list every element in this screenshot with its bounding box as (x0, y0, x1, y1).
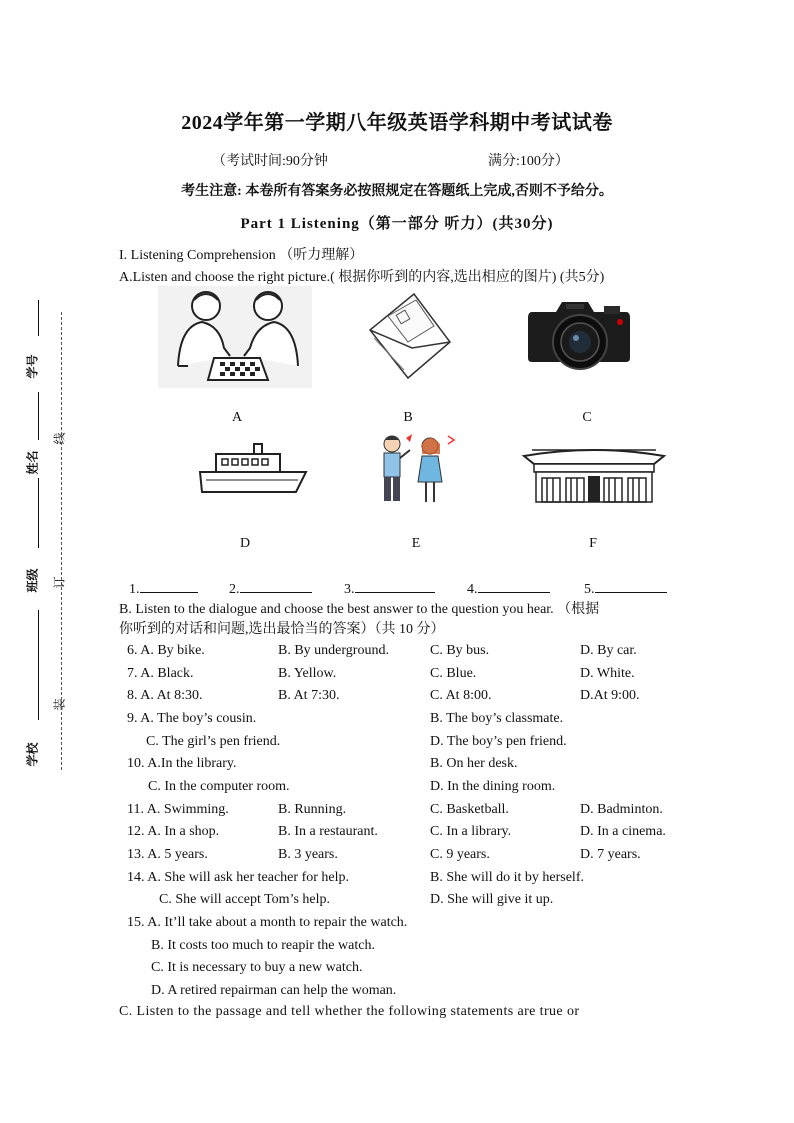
q11-option-a[interactable]: 11. A. Swimming. (127, 802, 229, 817)
q6-option-a[interactable]: 6. A. By bike. (127, 643, 205, 658)
chinese-gate-picture (522, 440, 666, 504)
q9-option-d[interactable]: D. The boy’s pen friend. (430, 734, 567, 749)
q11-option-b[interactable]: B. Running. (278, 802, 347, 817)
q10-option-c[interactable]: C. In the computer room. (148, 779, 290, 794)
envelope-picture (364, 290, 454, 382)
picture-label-b: B (403, 410, 413, 425)
answer-blank-1[interactable]: 1. (129, 578, 198, 598)
section-a-instruction: A.Listen and choose the right picture.( 根据你听到的内容,选出相应的图片) (共5分) (119, 270, 605, 285)
school-label: 学校 (25, 742, 40, 767)
section-b-instruction-line1: B. Listen to the dialogue and choose the best answer to the question you hear. （根据 (119, 602, 600, 617)
picture-label-c: C (582, 410, 592, 425)
q12-option-a[interactable]: 12. A. In a shop. (127, 824, 220, 839)
q9-option-b[interactable]: B. The boy’s classmate. (430, 711, 564, 726)
q10-option-a[interactable]: 10. A.In the library. (127, 756, 237, 771)
q8-option-c[interactable]: C. At 8:00. (430, 688, 492, 703)
q14-option-d[interactable]: D. She will give it up. (430, 892, 554, 907)
q14-option-a[interactable]: 14. A. She will ask her teacher for help. (127, 870, 349, 885)
full-score: 满分:100分） (488, 154, 569, 169)
class-label: 班级 (25, 568, 40, 593)
section-i-heading: I. Listening Comprehension （听力理解） (119, 248, 364, 263)
q13-option-a[interactable]: 13. A. 5 years. (127, 847, 208, 862)
student-number-label: 学号 (25, 354, 40, 379)
q7-option-c[interactable]: C. Blue. (430, 666, 477, 681)
q8-option-a[interactable]: 8. A. At 8:30. (127, 688, 203, 703)
answer-blank-2[interactable]: 2. (229, 578, 312, 598)
answer-blank-5[interactable]: 5. (584, 578, 667, 598)
q11-option-c[interactable]: C. Basketball. (430, 802, 509, 817)
picture-label-d: D (239, 536, 251, 551)
q6-option-b[interactable]: B. By underground. (278, 643, 389, 658)
answer-blank-4[interactable]: 4. (467, 578, 550, 598)
picture-label-e: E (411, 536, 421, 551)
order-char: 订 (52, 576, 67, 589)
q15-option-c[interactable]: C. It is necessary to buy a new watch. (151, 960, 363, 975)
q11-option-d[interactable]: D. Badminton. (580, 802, 663, 817)
q14-option-b[interactable]: B. She will do it by herself. (430, 870, 584, 885)
q10-option-d[interactable]: D. In the dining room. (430, 779, 556, 794)
q10-option-b[interactable]: B. On her desk. (430, 756, 518, 771)
q13-option-d[interactable]: D. 7 years. (580, 847, 641, 862)
q13-option-c[interactable]: C. 9 years. (430, 847, 490, 862)
answer-blank-3[interactable]: 3. (344, 578, 435, 598)
q7-option-d[interactable]: D. White. (580, 666, 635, 681)
exam-title: 2024学年第一学期八年级英语学科期中考试试卷 (181, 112, 613, 134)
q7-option-b[interactable]: B. Yellow. (278, 666, 337, 681)
picture-label-a: A (231, 410, 243, 425)
q12-option-d[interactable]: D. In a cinema. (580, 824, 666, 839)
q8-option-b[interactable]: B. At 7:30. (278, 688, 340, 703)
q9-option-a[interactable]: 9. A. The boy’s cousin. (127, 711, 257, 726)
line-char: 线 (52, 432, 67, 445)
q15-option-a[interactable]: 15. A. It’ll take about a month to repair the watch. (127, 915, 408, 930)
bind-char: 装 (52, 698, 67, 711)
q6-option-d[interactable]: D. By car. (580, 643, 637, 658)
chess-players-picture (158, 286, 312, 388)
arguing-couple-picture (368, 432, 468, 506)
part-1-heading: Part 1 Listening（第一部分 听力）(共30分) (240, 216, 554, 232)
q7-option-a[interactable]: 7. A. Black. (127, 666, 194, 681)
picture-label-f: F (589, 536, 597, 551)
q15-option-d[interactable]: D. A retired repairman can help the woman. (151, 983, 397, 998)
section-b-instruction-line2: 你听到的对话和问题,选出最恰当的答案）（共 10 分） (119, 622, 445, 637)
exam-time: （考试时间:90分钟 (212, 154, 328, 169)
q14-option-c[interactable]: C. She will accept Tom’s help. (159, 892, 331, 907)
q13-option-b[interactable]: B. 3 years. (278, 847, 338, 862)
q12-option-c[interactable]: C. In a library. (430, 824, 512, 839)
q6-option-c[interactable]: C. By bus. (430, 643, 490, 658)
section-c-instruction: C. Listen to the passage and tell whether the following statements are true or (119, 1004, 580, 1019)
q8-option-d[interactable]: D.At 9:00. (580, 688, 640, 703)
ship-picture (198, 442, 308, 494)
q15-option-b[interactable]: B. It costs too much to reapir the watch. (151, 938, 375, 953)
exam-notice: 考生注意: 本卷所有答案务必按照规定在答题纸上完成,否则不予给分。 (181, 184, 613, 199)
name-label: 姓名 (25, 450, 40, 475)
q9-option-c[interactable]: C. The girl’s pen friend. (146, 734, 281, 749)
camera-picture (526, 296, 632, 372)
q12-option-b[interactable]: B. In a restaurant. (278, 824, 378, 839)
